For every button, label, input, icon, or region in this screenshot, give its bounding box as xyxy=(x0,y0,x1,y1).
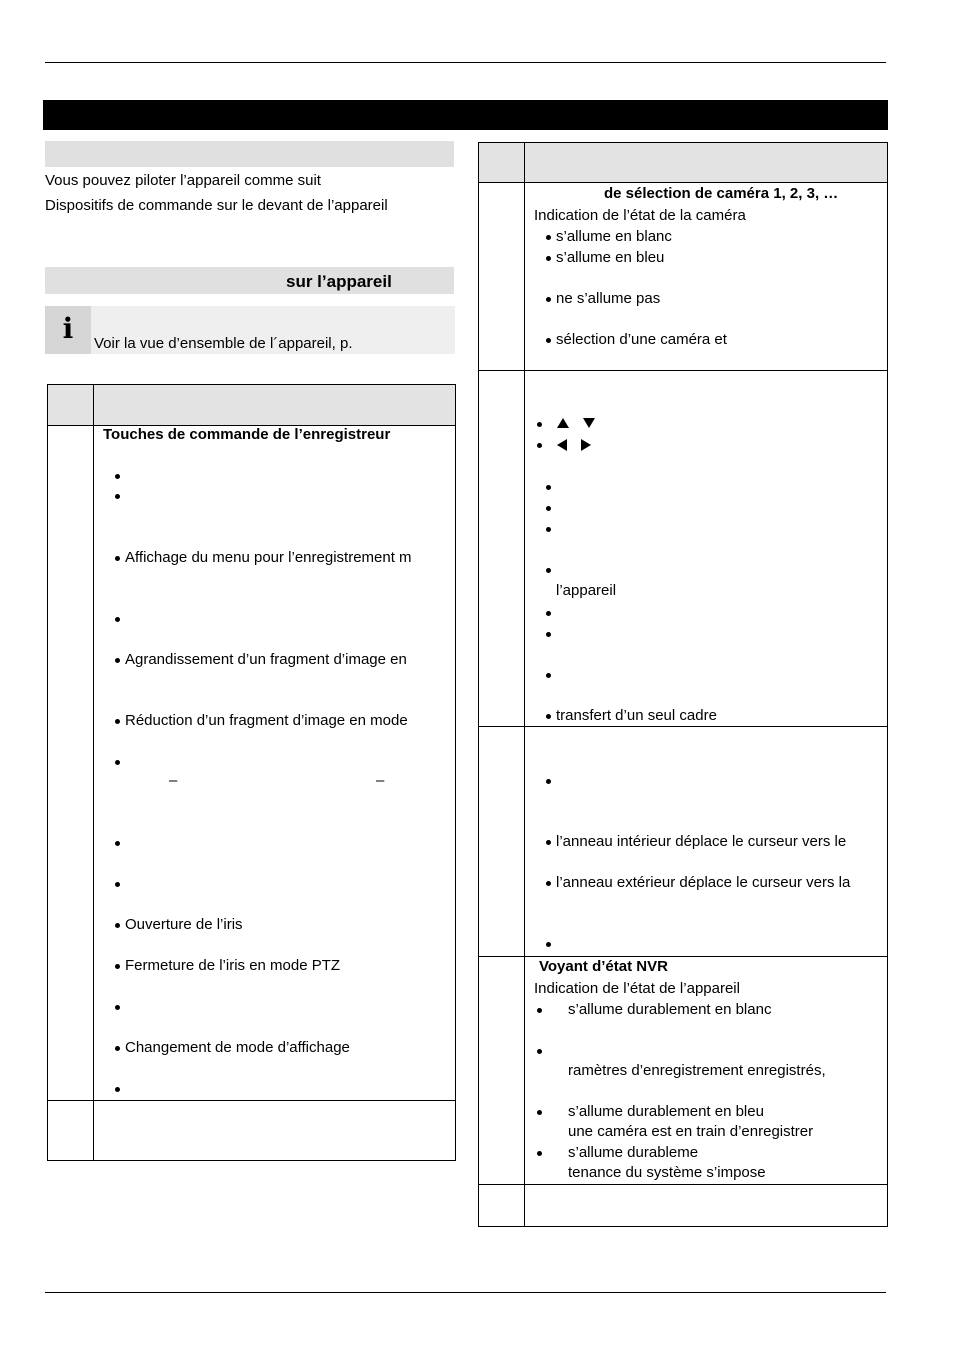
right-row4-line: s’allume durableme xyxy=(568,1144,699,1161)
right-row4-line: s’allume durablement en bleu xyxy=(568,1103,764,1120)
bullet xyxy=(546,485,551,490)
right-row4-title: Voyant d’état NVR xyxy=(539,958,668,975)
right-row3-item: l’anneau extérieur déplace le curseur vers la xyxy=(556,874,851,891)
bullet xyxy=(537,422,542,427)
bullet xyxy=(546,611,551,616)
left-item: Fermeture de l’iris en mode PTZ xyxy=(125,957,341,974)
bullet xyxy=(115,1046,120,1051)
subsection-heading-bar xyxy=(45,141,454,167)
arrow-left-icon xyxy=(557,439,567,451)
bullet xyxy=(115,760,120,765)
left-item: Ouverture de l’iris xyxy=(125,916,243,933)
bullet xyxy=(546,235,551,240)
bullet xyxy=(115,556,120,561)
bullet xyxy=(546,527,551,532)
right-row2-text: l’appareil xyxy=(556,582,617,599)
left-table-row-title: Touches de commande de l’enregistreur xyxy=(103,426,391,443)
right-table-divider xyxy=(478,182,888,183)
right-table-header xyxy=(479,143,887,182)
bullet xyxy=(115,964,120,969)
right-row1-item: s’allume en bleu xyxy=(556,249,665,266)
bullet xyxy=(546,881,551,886)
left-item: Affichage du menu pour l’enregistrement m xyxy=(125,549,412,566)
subsection-heading-2 xyxy=(45,267,454,294)
bullet xyxy=(115,1087,120,1092)
bullet xyxy=(115,882,120,887)
dash: – xyxy=(376,772,385,789)
left-item: Réduction d’un fragment d’image en mode xyxy=(125,712,408,729)
bullet xyxy=(546,256,551,261)
bullet xyxy=(546,338,551,343)
arrow-down-icon xyxy=(583,418,595,428)
bullet xyxy=(115,474,120,479)
right-table-divider xyxy=(478,726,888,727)
right-table-col-divider xyxy=(524,142,525,1227)
bullet xyxy=(546,568,551,573)
info-icon: i xyxy=(45,306,91,354)
left-item: Agrandissement d’un fragment d’image en xyxy=(125,651,407,668)
right-row3-item: l’anneau intérieur déplace le curseur vers le xyxy=(556,833,847,850)
bullet xyxy=(546,506,551,511)
bullet xyxy=(546,297,551,302)
bullet xyxy=(546,673,551,678)
bullet xyxy=(115,1005,120,1010)
right-row4-line: ramètres d’enregistrement enregistrés, xyxy=(568,1062,826,1079)
right-row1-title: de sélection de caméra 1, 2, 3, … xyxy=(604,185,839,202)
bullet xyxy=(546,632,551,637)
left-item: Changement de mode d’affichage xyxy=(125,1039,350,1056)
arrow-up-icon xyxy=(557,418,569,428)
left-table-divider xyxy=(47,1100,456,1101)
bullet xyxy=(537,1049,542,1054)
section-title-bar xyxy=(43,100,888,130)
arrow-right-icon xyxy=(581,439,591,451)
right-row1-sub: Indication de l’état de la caméra xyxy=(534,207,746,224)
subsection-heading-2-text: sur l’appareil xyxy=(286,272,392,291)
right-row2-text: transfert d’un seul cadre xyxy=(556,707,717,724)
bullet xyxy=(537,1151,542,1156)
bottom-rule xyxy=(45,1292,886,1293)
dash: – xyxy=(169,772,178,789)
right-table-divider xyxy=(478,956,888,957)
right-row1-item: s’allume en blanc xyxy=(556,228,672,245)
right-row1-item: sélection d’une caméra et xyxy=(556,331,727,348)
bullet xyxy=(537,443,542,448)
right-row4-line: s’allume durablement en blanc xyxy=(568,1001,772,1018)
bullet xyxy=(546,840,551,845)
bullet xyxy=(546,714,551,719)
right-row4-line: une caméra est en train d’enregistrer xyxy=(568,1123,814,1140)
bullet xyxy=(546,779,551,784)
bullet xyxy=(115,719,120,724)
right-row4-sub: Indication de l’état de l’appareil xyxy=(534,980,740,997)
bullet xyxy=(115,841,120,846)
left-table-col-divider xyxy=(93,384,94,1161)
bullet xyxy=(546,942,551,947)
intro-line-2: Dispositifs de commande sur le devant de l’appareil xyxy=(45,197,388,214)
bullet xyxy=(115,494,120,499)
bullet xyxy=(115,658,120,663)
right-table-divider xyxy=(478,370,888,371)
intro-line-1: Vous pouvez piloter l’appareil comme suit xyxy=(45,172,321,189)
left-table-header xyxy=(48,385,455,425)
bullet xyxy=(537,1110,542,1115)
info-note-text: Voir la vue d’ensemble de l´appareil, p. xyxy=(94,335,353,352)
right-table-divider xyxy=(478,1184,888,1185)
top-rule xyxy=(45,62,886,63)
bullet xyxy=(115,617,120,622)
bullet xyxy=(537,1008,542,1013)
right-row1-item: ne s’allume pas xyxy=(556,290,661,307)
right-row4-line: tenance du système s’impose xyxy=(568,1164,766,1181)
bullet xyxy=(115,923,120,928)
